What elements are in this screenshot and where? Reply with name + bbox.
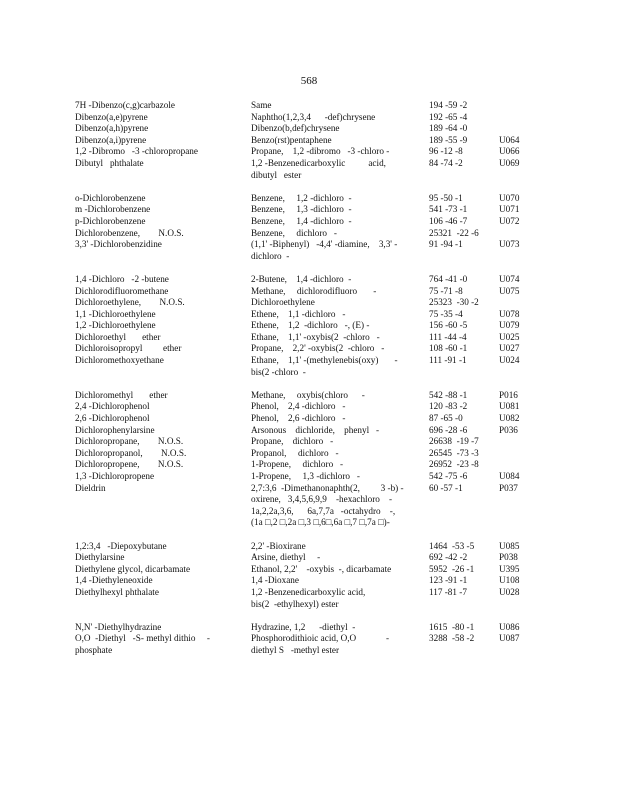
synonym-cell: Benzo(rst)pentaphene (251, 134, 332, 145)
table-row (75, 355, 545, 378)
synonym-cell: Benzene, dichloro - (251, 227, 337, 238)
table-row (75, 204, 545, 216)
synonym-cell: Ethane, 1,1' -oxybis(2 -chloro - (251, 331, 380, 342)
cas-number-cell: 156 -60 -5 (429, 320, 468, 331)
cas-number-cell: 60 -57 -1 (429, 482, 463, 493)
chemical-name-cell: o-Dichlorobenzene (75, 192, 146, 203)
synonym-cell: Hydrazine, 1,2 -diethyl - (251, 621, 356, 632)
chemical-name-cell: Dibenzo(a,i)pyrene (75, 134, 147, 145)
synonym-cell: Ethane, 1,1' -(methylenebis(oxy) - bis(2 -chloro - (251, 355, 398, 377)
table-row (75, 297, 545, 309)
chemical-name-cell: Dichloroethylene, N.O.S. (75, 297, 185, 308)
chemical-name-cell: 2,4 -Dichlorophenol (75, 401, 150, 412)
cas-number-cell: 25321 -22 -6 (429, 227, 479, 238)
cas-number-cell: 542 -88 -1 (429, 389, 468, 400)
table-row (75, 135, 545, 147)
hazardous-waste-code-cell: U024 (499, 355, 520, 366)
table-row (75, 100, 545, 112)
synonym-cell: Phosphorodithioic acid, O,O - diethyl S -methyl ester (251, 633, 390, 655)
chemical-name-cell: Dichlorodifluoromethane (75, 285, 169, 296)
synonym-cell: Propanol, dichloro - (251, 447, 339, 458)
chemical-name-cell: Dichloropropene, N.O.S. (75, 459, 184, 470)
table-row (75, 158, 545, 181)
table-row (75, 320, 545, 332)
chemical-name-cell: Dichloromethoxyethane (75, 355, 164, 366)
chemical-name-cell: Dibutyl phthalate (75, 157, 144, 168)
chemical-name-cell: 1,2 -Dibromo -3 -chloropropane (75, 146, 198, 157)
chemical-name-cell: 3,3' -Dichlorobenzidine (75, 239, 162, 250)
table-row (75, 448, 545, 460)
synonym-cell: Same (251, 100, 272, 110)
chemical-name-cell: 2,6 -Dichlorophenol (75, 413, 150, 424)
cas-number-cell: 117 -81 -7 (429, 586, 467, 597)
synonym-cell: (1,1' -Biphenyl) -4,4' -diamine, 3,3' - dichloro - (251, 239, 398, 261)
synonym-cell: Phenol, 2,6 -dichloro - (251, 413, 346, 424)
cas-number-cell: 87 -65 -0 (429, 413, 463, 424)
cas-number-cell: 764 -41 -0 (429, 273, 468, 284)
synonym-cell: 1-Propene, 1,3 -dichloro - (251, 471, 360, 481)
cas-number-cell: 189 -55 -9 (429, 134, 468, 145)
table-row (75, 286, 545, 298)
cas-number-cell: 84 -74 -2 (429, 157, 463, 168)
chemical-name-cell: Dibenzo(a,e)pyrene (75, 111, 148, 122)
chemical-name-cell: 1,3 -Dichloropropene (75, 471, 155, 481)
hazardous-waste-code-cell: U074 (499, 273, 520, 284)
chemical-name-cell: Diethylarsine (75, 552, 125, 563)
synonym-cell: 2,2' -Bioxirane (251, 540, 306, 551)
table-row (75, 541, 545, 553)
hazardous-waste-code-cell: U084 (499, 471, 520, 481)
synonym-cell: Propane, 2,2' -oxybis(2 -chloro - (251, 343, 385, 354)
table-row (75, 575, 545, 587)
hazardous-waste-code-cell: U069 (499, 157, 520, 168)
chemical-name-cell: p-Dichlorobenzene (75, 215, 146, 226)
synonym-cell: Ethene, 1,2 -dichloro -, (E) - (251, 320, 370, 331)
hazardous-waste-code-cell: U064 (499, 134, 520, 145)
cas-number-cell: 25323 -30 -2 (429, 297, 479, 308)
chemical-name-cell: Dichloropropanol, N.O.S. (75, 447, 187, 458)
chemical-name-cell: Dichlorophenylarsine (75, 424, 155, 435)
synonym-cell: Naphtho(1,2,3,4 -def)chrysene (251, 111, 376, 122)
hazardous-waste-code-cell: U028 (499, 586, 520, 597)
table-row (75, 413, 545, 425)
table-row (75, 483, 545, 529)
chemical-name-cell: Diethylhexyl phthalate (75, 586, 159, 597)
cas-number-cell: 26952 -23 -8 (429, 459, 479, 470)
cas-number-cell: 108 -60 -1 (429, 343, 468, 354)
hazardous-waste-code-cell: P037 (499, 482, 518, 493)
synonym-cell: Methane, oxybis(chloro - (251, 389, 365, 400)
page-number: 568 (300, 75, 318, 87)
synonym-cell: Benzene, 1,3 -dichloro - (251, 204, 352, 215)
cas-number-cell: 189 -64 -0 (429, 123, 468, 134)
table-row (75, 552, 545, 564)
cas-number-cell: 26545 -73 -3 (429, 447, 479, 458)
hazardous-waste-code-cell: U086 (499, 621, 520, 632)
chemical-name-cell: 1,2:3,4 -Diepoxybutane (75, 540, 167, 551)
table-row (75, 633, 545, 656)
cas-number-cell: 192 -65 -4 (429, 111, 468, 122)
chemical-name-cell: 1,4 -Diethyleneoxide (75, 575, 153, 586)
table-row (75, 622, 545, 634)
table-row (75, 343, 545, 355)
chemical-name-cell: Dieldrin (75, 482, 106, 493)
table-row (75, 309, 545, 321)
hazardous-waste-code-cell: U395 (499, 563, 520, 574)
synonym-cell: 1,4 -Dioxane (251, 575, 299, 586)
synonym-cell: Dichloroethylene (251, 297, 315, 308)
chemical-name-cell: Dichloroisopropyl ether (75, 343, 182, 354)
synonym-cell: Phenol, 2,4 -dichloro - (251, 401, 346, 412)
hazardous-waste-code-cell: U072 (499, 215, 520, 226)
cas-number-cell: 91 -94 -1 (429, 239, 463, 250)
hazardous-waste-code-cell: U025 (499, 331, 520, 342)
cas-number-cell: 5952 -26 -1 (429, 563, 475, 574)
cas-number-cell: 194 -59 -2 (429, 100, 468, 110)
chemical-table (75, 100, 545, 657)
cas-number-cell: 541 -73 -1 (429, 204, 468, 215)
chemical-name-cell: 1,4 -Dichloro -2 -butene (75, 273, 169, 284)
cas-number-cell: 75 -35 -4 (429, 308, 463, 319)
cas-number-cell: 1464 -53 -5 (429, 540, 475, 551)
chemical-name-cell: m -Dichlorobenzene (75, 204, 151, 215)
cas-number-cell: 692 -42 -2 (429, 552, 468, 563)
chemical-name-cell: 7H -Dibenzo(c,g)carbazole (75, 100, 175, 110)
chemical-name-cell: Dichloromethyl ether (75, 389, 168, 400)
hazardous-waste-code-cell: U082 (499, 413, 520, 424)
hazardous-waste-code-cell: U085 (499, 540, 520, 551)
hazardous-waste-code-cell: U070 (499, 192, 520, 203)
table-row (75, 459, 545, 471)
chemical-name-cell: O,O -Diethyl -S- methyl dithio - phosphate (75, 633, 210, 655)
cas-number-cell: 120 -83 -2 (429, 401, 468, 412)
synonym-cell: Ethanol, 2,2' -oxybis -, dicarbamate (251, 563, 392, 574)
chemical-name-cell: Dichlorobenzene, N.O.S. (75, 227, 184, 238)
table-row (75, 216, 545, 228)
cas-number-cell: 3288 -58 -2 (429, 633, 475, 644)
chemical-name-cell: 1,2 -Dichloroethylene (75, 320, 156, 331)
cas-number-cell: 75 -71 -8 (429, 285, 463, 296)
cas-number-cell: 111 -44 -4 (429, 331, 467, 342)
cas-number-cell: 123 -91 -1 (429, 575, 468, 586)
hazardous-waste-code-cell: U066 (499, 146, 520, 157)
hazardous-waste-code-cell: U081 (499, 401, 520, 412)
cas-number-cell: 542 -75 -6 (429, 471, 468, 481)
synonym-cell: Dibenzo(b,def)chrysene (251, 123, 340, 134)
hazardous-waste-code-cell: U078 (499, 308, 520, 319)
synonym-cell: Ethene, 1,1 -dichloro - (251, 308, 346, 319)
synonym-cell: Propane, 1,2 -dibromo -3 -chloro - (251, 146, 390, 157)
chemical-name-cell: N,N' -Diethylhydrazine (75, 621, 162, 632)
table-row (75, 587, 545, 610)
cas-number-cell: 696 -28 -6 (429, 424, 468, 435)
synonym-cell: 2-Butene, 1,4 -dichloro - (251, 273, 352, 284)
hazardous-waste-code-cell: U079 (499, 320, 520, 331)
synonym-cell: Benzene, 1,2 -dichloro - (251, 192, 352, 203)
table-row (75, 112, 545, 124)
table-row (75, 332, 545, 344)
hazardous-waste-code-cell: U087 (499, 633, 520, 644)
table-row (75, 274, 545, 286)
table-row (75, 401, 545, 413)
table-row (75, 239, 545, 262)
synonym-cell: 1,2 -Benzenedicarboxylic acid, bis(2 -ethylhexyl) ester (251, 586, 366, 609)
hazardous-waste-code-cell: P038 (499, 552, 518, 563)
hazardous-waste-code-cell: U027 (499, 343, 520, 354)
hazardous-waste-code-cell: U108 (499, 575, 520, 586)
chemical-name-cell: Dichloropropane, N.O.S. (75, 436, 184, 447)
table-row (75, 436, 545, 448)
table-row (75, 123, 545, 135)
synonym-cell: Methane, dichlorodifluoro - (251, 285, 377, 296)
synonym-cell: Propane, dichloro - (251, 436, 334, 447)
table-row (75, 564, 545, 576)
cas-number-cell: 96 -12 -8 (429, 146, 463, 157)
synonym-cell: 2,7:3,6 -Dimethanonaphth(2, 3 -b) - oxirene, 3,4,5,6,9,9 -hexachloro - 1a,2,2a,3,6, 6a,7,7a -octahydro -, (1a □,2 □,2a □,3 □,6□,6a □,7 □,7a □)- (251, 482, 404, 528)
table-row (75, 228, 545, 240)
synonym-cell: Arsine, diethyl - (251, 552, 321, 563)
chemical-name-cell: Dibenzo(a,h)pyrene (75, 123, 149, 134)
table-row (75, 471, 545, 483)
hazardous-waste-code-cell: U073 (499, 239, 520, 250)
synonym-cell: 1-Propene, dichloro - (251, 459, 344, 470)
hazardous-waste-code-cell: U071 (499, 204, 520, 215)
chemical-name-cell: Diethylene glycol, dicarbamate (75, 563, 191, 574)
synonym-cell: Benzene, 1,4 -dichloro - (251, 215, 352, 226)
hazardous-waste-code-cell: P036 (499, 424, 518, 435)
table-row (75, 193, 545, 205)
cas-number-cell: 1615 -80 -1 (429, 621, 475, 632)
table-row (75, 425, 545, 437)
synonym-cell: 1,2 -Benzenedicarboxylic acid, dibutyl ester (251, 157, 386, 180)
cas-number-cell: 95 -50 -1 (429, 192, 463, 203)
hazardous-waste-code-cell: P016 (499, 389, 518, 400)
table-row (75, 146, 545, 158)
chemical-name-cell: 1,1 -Dichloroethylene (75, 308, 156, 319)
chemical-name-cell: Dichloroethyl ether (75, 331, 161, 342)
synonym-cell: Arsonous dichloride, phenyl - (251, 424, 380, 435)
hazardous-waste-code-cell: U075 (499, 285, 520, 296)
table-row (75, 390, 545, 402)
cas-number-cell: 26638 -19 -7 (429, 436, 479, 447)
cas-number-cell: 106 -46 -7 (429, 215, 468, 226)
cas-number-cell: 111 -91 -1 (429, 355, 467, 366)
